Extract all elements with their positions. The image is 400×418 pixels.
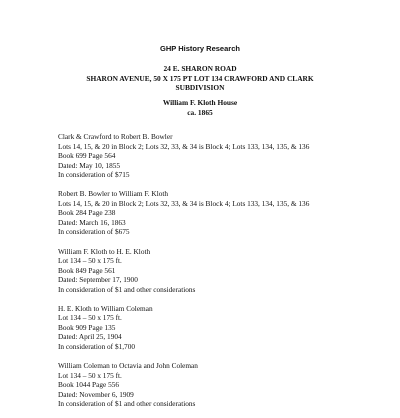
record-property: Lot 134 – 50 x 175 ft. bbox=[58, 256, 122, 266]
record-property: Lot 134 – 50 x 175 ft. bbox=[58, 313, 122, 323]
record-book: Book 699 Page 564 bbox=[58, 151, 116, 160]
record-book: Book 849 Page 561 bbox=[58, 265, 116, 275]
record-consideration: In consideration of $1,700 bbox=[58, 341, 136, 351]
house-name: William F. Kloth House bbox=[162, 98, 238, 107]
record-parties: Clark & Crawford to Robert B. Bowler bbox=[58, 132, 173, 141]
record-date: Dated: March 16, 1863 bbox=[58, 217, 126, 227]
record-property: Lots 14, 15, & 20 in Block 2; Lots 32, 33, & 34 is Block 4; Lots 133, 134, 135, & 136 bbox=[58, 198, 310, 208]
record-book: Book 1044 Page 556 bbox=[58, 380, 120, 390]
property-legal-line-2: SUBDIVISION bbox=[175, 83, 225, 93]
record-parties: William F. Kloth to H. E. Kloth bbox=[58, 246, 151, 256]
record-property: Lot 134 – 50 x 175 ft. bbox=[58, 370, 122, 380]
record-book: Book 284 Page 238 bbox=[58, 208, 116, 218]
record-parties: Robert B. Bowler to William F. Kloth bbox=[58, 189, 169, 199]
record-consideration: In consideration of $1 and other considerations bbox=[58, 399, 196, 409]
deed-records bbox=[58, 132, 358, 418]
record-date: Dated: September 17, 1900 bbox=[58, 275, 138, 285]
property-legal-line-1: SHARON AVENUE, 50 X 175 PT LOT 134 CRAWFORD AND CLARK bbox=[86, 73, 314, 83]
property-address: 24 E. SHARON ROAD bbox=[163, 64, 237, 73]
record-date: Dated: November 6, 1909 bbox=[58, 389, 134, 399]
property-title bbox=[40, 64, 360, 93]
record-consideration: In consideration of $715 bbox=[58, 170, 130, 179]
record-consideration: In consideration of $1 and other considerations bbox=[58, 284, 196, 294]
research-title: GHP History Research bbox=[160, 44, 240, 53]
house-date: ca. 1865 bbox=[187, 107, 213, 117]
record-consideration: In consideration of $675 bbox=[58, 227, 130, 237]
record-parties: William Coleman to Octavia and John Coleman bbox=[58, 361, 198, 371]
record-date: Dated: April 25, 1904 bbox=[58, 332, 122, 342]
deed-record bbox=[58, 247, 358, 295]
house-subtitle bbox=[40, 98, 360, 117]
deed-record bbox=[58, 304, 358, 352]
deed-record bbox=[58, 361, 358, 409]
record-parties: H. E. Kloth to William Coleman bbox=[58, 303, 153, 313]
deed-record bbox=[58, 132, 358, 180]
deed-record bbox=[58, 189, 358, 237]
record-date: Dated: May 10, 1855 bbox=[58, 160, 121, 170]
record-property: Lots 14, 15, & 20 in Block 2; Lots 32, 33, & 34 is Block 4; Lots 133, 134, 135, & 136 bbox=[58, 141, 310, 151]
record-book: Book 909 Page 135 bbox=[58, 322, 116, 332]
